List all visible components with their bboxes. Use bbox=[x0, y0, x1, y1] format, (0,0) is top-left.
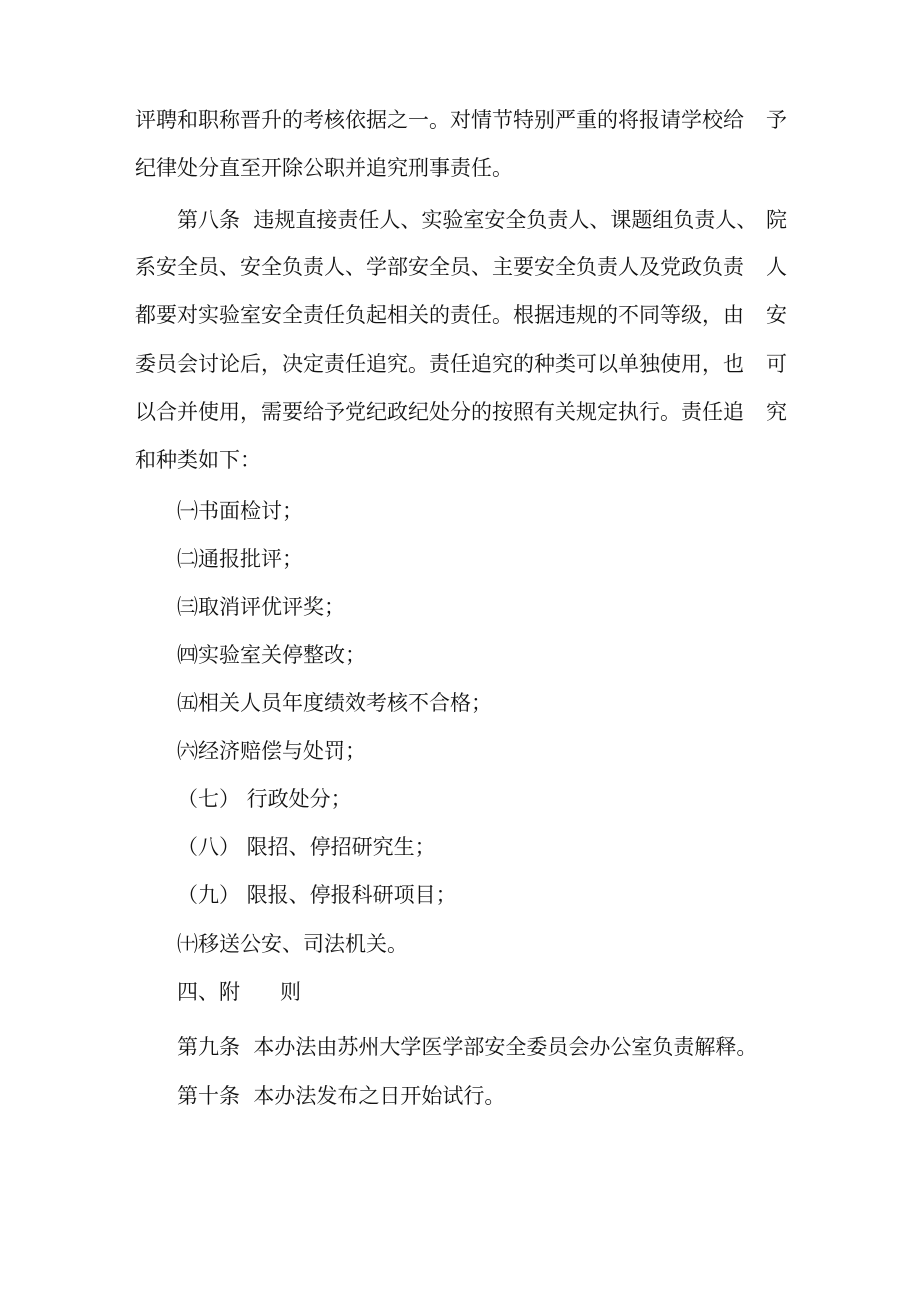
list-item: ㈩移送公安、司法机关。 bbox=[177, 932, 408, 956]
text-segment: 以合并使用，需要给予党纪政纪处分的按照有关规定执行。责任追 bbox=[135, 400, 744, 424]
list-item: ㈢取消评优评奖； bbox=[177, 595, 345, 619]
paragraph-line bbox=[0, 96, 920, 144]
penalty-item-4 bbox=[0, 631, 920, 679]
text-segment: 系安全员、安全负责人、学部安全员、主要安全负责人及党政负责 bbox=[135, 255, 744, 279]
article-8-line bbox=[0, 388, 920, 436]
text-segment-end: 予 bbox=[766, 108, 787, 132]
text-segment: 第八条 违规直接责任人、实验室安全负责人、课题组负责人、 bbox=[177, 208, 758, 232]
article-8-line bbox=[0, 436, 920, 484]
list-item: ㈣实验室关停整改； bbox=[177, 643, 366, 667]
article-8-line bbox=[0, 291, 920, 339]
penalty-item-3 bbox=[0, 583, 920, 631]
list-item: ㈥经济赔偿与处罚； bbox=[177, 739, 366, 763]
list-item: ㈤相关人员年度绩效考核不合格； bbox=[177, 691, 492, 715]
penalty-item-10 bbox=[0, 920, 920, 968]
text-segment: 第十条 本办法发布之日开始试行。 bbox=[177, 1084, 506, 1108]
text-segment-end: 究 bbox=[766, 400, 787, 424]
list-item: ㈡通报批评； bbox=[177, 547, 303, 571]
text-segment-end: 可 bbox=[766, 352, 787, 376]
penalty-item-5 bbox=[0, 679, 920, 727]
text-segment: 第九条 本办法由苏州大学医学部安全委员会办公室负责解释。 bbox=[177, 1035, 758, 1059]
penalty-item-1 bbox=[0, 487, 920, 535]
text-segment: 都要对实验室安全责任负起相关的责任。根据违规的不同等级，由 bbox=[135, 303, 744, 327]
list-item: （八） 限招、停招研究生； bbox=[177, 835, 436, 859]
article-8-line bbox=[0, 196, 920, 244]
section-heading-text: 四、附 则 bbox=[177, 980, 302, 1004]
penalty-item-8 bbox=[0, 823, 920, 871]
text-segment-end: 人 bbox=[766, 255, 787, 279]
section-heading bbox=[0, 968, 920, 1016]
text-segment: 委员会讨论后，决定责任追究。责任追究的种类可以单独使用，也 bbox=[135, 352, 744, 376]
text-segment-end: 院 bbox=[766, 208, 787, 232]
paragraph-line bbox=[0, 144, 920, 192]
text-segment: 评聘和职称晋升的考核依据之一。对情节特别严重的将报请学校给 bbox=[135, 108, 744, 132]
text-segment: 和种类如下： bbox=[135, 448, 261, 472]
article-8-line bbox=[0, 340, 920, 388]
article-10-line bbox=[0, 1072, 920, 1120]
list-item: ㈠书面检讨； bbox=[177, 499, 303, 523]
article-8-line bbox=[0, 243, 920, 291]
text-segment-end: 安 bbox=[766, 303, 787, 327]
penalty-item-6 bbox=[0, 727, 920, 775]
text-segment: 纪律处分直至开除公职并追究刑事责任。 bbox=[135, 156, 513, 180]
list-item: （七） 行政处分； bbox=[177, 787, 352, 811]
list-item: （九） 限报、停报科研项目； bbox=[177, 883, 457, 907]
penalty-item-7 bbox=[0, 775, 920, 823]
penalty-item-2 bbox=[0, 535, 920, 583]
penalty-item-9 bbox=[0, 871, 920, 919]
article-9-line bbox=[0, 1023, 920, 1071]
